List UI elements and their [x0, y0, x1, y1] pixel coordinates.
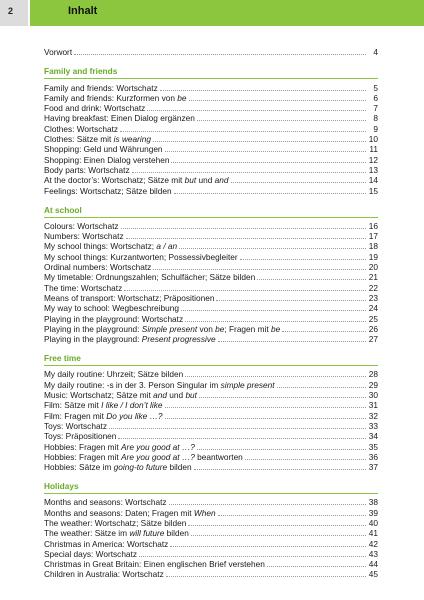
dot-leader: [153, 268, 366, 270]
dot-leader: [160, 89, 366, 91]
toc-entry[interactable]: [44, 421, 378, 431]
toc-entry[interactable]: [44, 134, 378, 144]
toc-entry-title: Special days: Wortschatz: [44, 548, 137, 559]
dot-leader: [74, 53, 366, 55]
dot-leader: [181, 309, 366, 311]
page-header: [0, 0, 424, 26]
toc-entry-title: My timetable: Ordnungszahlen; Schulfächer; Sätze bilden: [44, 272, 256, 283]
toc-page-number: 30: [368, 390, 378, 401]
dot-leader: [216, 299, 366, 301]
toc-page-number: 44: [368, 559, 378, 570]
toc-page-number: 36: [368, 451, 378, 462]
dot-leader: [218, 514, 366, 516]
toc-page-number: 19: [368, 251, 378, 262]
toc-entry-title: Feelings: Wortschatz; Sätze bilden: [44, 185, 172, 196]
dot-leader: [169, 503, 366, 505]
toc-page-number: 37: [368, 462, 378, 473]
page-number-box: [0, 0, 30, 26]
toc-entry[interactable]: [44, 82, 378, 92]
toc-entry[interactable]: [44, 559, 378, 569]
dot-leader: [165, 406, 366, 408]
toc-entry-title: Christmas in Great Britain: Einen englischen Brief verstehen: [44, 559, 265, 570]
toc-entry[interactable]: [44, 313, 378, 323]
toc-entry-title: Toys: Wortschatz: [44, 420, 108, 431]
toc-entry[interactable]: [44, 185, 378, 195]
section-divider: [44, 365, 378, 366]
toc-page-number: 22: [368, 282, 378, 293]
dot-leader: [139, 555, 366, 557]
dot-leader: [189, 99, 367, 101]
toc-page-number: 13: [368, 164, 378, 175]
toc-entry[interactable]: [44, 324, 378, 334]
section-heading: Holidays: [44, 481, 79, 492]
toc-page-number: 34: [368, 431, 378, 442]
toc-page-number: 33: [368, 420, 378, 431]
toc-entry-title: Body parts: Wortschatz: [44, 164, 130, 175]
section-heading: Free time: [44, 353, 81, 364]
dot-leader: [174, 192, 366, 194]
dot-leader: [165, 150, 366, 152]
toc-entry-title: Music: Wortschatz; Sätze mit and und but: [44, 390, 197, 401]
dot-leader: [120, 130, 366, 132]
toc-entry[interactable]: [44, 538, 378, 548]
toc-page-number: 16: [368, 220, 378, 231]
toc-page-number: 11: [369, 144, 378, 155]
dot-leader: [191, 534, 366, 536]
table-of-contents: [44, 47, 378, 579]
toc-page-number: 14: [368, 175, 378, 186]
dot-leader: [185, 320, 366, 322]
dot-leader: [277, 386, 366, 388]
toc-page-number: 25: [368, 313, 378, 324]
dot-leader: [218, 340, 366, 342]
dot-leader: [179, 247, 366, 249]
toc-entry[interactable]: [44, 93, 378, 103]
dot-leader: [132, 171, 366, 173]
toc-page-number: 43: [368, 548, 378, 559]
toc-page-number: 6: [373, 92, 378, 103]
toc-page-number: 17: [368, 231, 378, 242]
toc-entry-title: Film: Fragen mit Do you like …?: [44, 410, 163, 421]
toc-entry[interactable]: [44, 103, 378, 113]
toc-entry[interactable]: [44, 462, 378, 472]
toc-page-number: 27: [368, 334, 378, 345]
toc-entry-title: Having breakfast: Einen Dialog ergänzen: [44, 113, 195, 124]
toc-entry[interactable]: [44, 303, 378, 313]
toc-entry[interactable]: [44, 113, 378, 123]
dot-leader: [188, 524, 366, 526]
dot-leader: [240, 258, 366, 260]
toc-page-number: 8: [373, 113, 378, 124]
toc-entry[interactable]: [44, 175, 378, 185]
toc-entry-title: Playing in the playground: Simple present von be; Fragen mit be: [44, 323, 281, 334]
dot-leader: [245, 458, 366, 460]
toc-entry-title: Clothes: Wortschatz: [44, 123, 119, 134]
toc-entry-title: Family and friends: Wortschatz: [44, 82, 158, 93]
toc-page-number: 38: [368, 497, 378, 508]
toc-entry-title: Shopping: Einen Dialog verstehen: [44, 154, 170, 165]
toc-page-number: 26: [368, 323, 378, 334]
section-divider: [44, 217, 378, 218]
toc-page-number: 9: [373, 123, 378, 134]
dot-leader: [147, 109, 366, 111]
toc-page-number: 20: [368, 262, 378, 273]
toc-entry[interactable]: [44, 431, 378, 441]
toc-entry-title: The weather: Sätze im will future bilden: [44, 528, 189, 539]
section-heading: Family and friends: [44, 66, 118, 77]
dot-leader: [153, 140, 366, 142]
toc-page-number: 24: [368, 303, 378, 314]
toc-page-number: 7: [373, 103, 378, 114]
toc-page-number: 41: [368, 528, 378, 539]
section-divider: [44, 78, 378, 79]
toc-entry-title: Shopping: Geld und Währungen: [44, 144, 163, 155]
toc-entry[interactable]: [44, 282, 378, 292]
toc-entry-title: Hobbies: Fragen mit Are you good at …? beantworten: [44, 451, 243, 462]
toc-entry-title: Means of transport: Wortschatz; Präpositionen: [44, 292, 215, 303]
toc-entry[interactable]: [44, 262, 378, 272]
toc-entry[interactable]: [44, 47, 378, 57]
toc-entry-title: My school things: Wortschatz; a / an: [44, 241, 178, 252]
toc-page-number: 32: [368, 410, 378, 421]
toc-entry[interactable]: [44, 528, 378, 538]
toc-entry[interactable]: [44, 165, 378, 175]
toc-entry[interactable]: [44, 549, 378, 559]
toc-page-number: 12: [368, 154, 378, 165]
section-heading: At school: [44, 204, 82, 215]
dot-leader: [171, 161, 366, 163]
toc-entry[interactable]: [44, 334, 378, 344]
toc-entry-title: Hobbies: Fragen mit Are you good at …?: [44, 441, 195, 452]
toc-entry[interactable]: [44, 369, 378, 379]
toc-entry[interactable]: [44, 154, 378, 164]
dot-leader: [282, 330, 366, 332]
toc-page-number: 28: [368, 369, 378, 380]
toc-page-number: 29: [368, 379, 378, 390]
toc-entry[interactable]: [44, 452, 378, 462]
dot-leader: [118, 437, 366, 439]
toc-entry-title: Food and drink: Wortschatz: [44, 103, 146, 114]
toc-page-number: 23: [368, 292, 378, 303]
dot-leader: [197, 119, 366, 121]
toc-entry-title: My daily routine: -s in der 3. Person Singular im simple present: [44, 379, 275, 390]
page-title: Inhalt: [68, 5, 98, 17]
toc-entry[interactable]: [44, 410, 378, 420]
toc-entry[interactable]: [44, 251, 378, 261]
toc-entry-title: My daily routine: Uhrzeit; Sätze bilden: [44, 369, 184, 380]
dot-leader: [267, 565, 366, 567]
toc-entry-title: Vorwort: [44, 47, 73, 58]
toc-entry[interactable]: [44, 241, 378, 251]
toc-entry-title: Hobbies: Sätze im going-to future bilden: [44, 462, 192, 473]
toc-entry-title: My school things: Kurzantworten; Possessivbegleiter: [44, 251, 238, 262]
toc-entry[interactable]: [44, 293, 378, 303]
toc-entry[interactable]: [44, 272, 378, 282]
toc-entry-title: My way to school: Wegbeschreibung: [44, 303, 179, 314]
dot-leader: [121, 227, 366, 229]
toc-entry-title: Months and seasons: Wortschatz: [44, 497, 167, 508]
toc-entry-title: Numbers: Wortschatz: [44, 231, 124, 242]
dot-leader: [109, 427, 366, 429]
toc-entry[interactable]: [44, 144, 378, 154]
toc-page-number: 21: [368, 272, 378, 283]
toc-entry[interactable]: [44, 379, 378, 389]
dot-leader: [257, 278, 366, 280]
toc-page-number: 15: [368, 185, 378, 196]
toc-page-number: 45: [368, 569, 378, 580]
toc-entry[interactable]: [44, 231, 378, 241]
dot-leader: [199, 396, 366, 398]
toc-entry-title: Children in Australia: Wortschatz: [44, 569, 164, 580]
toc-page-number: 10: [368, 134, 378, 145]
dot-leader: [124, 289, 366, 291]
toc-entry-title: The weather: Wortschatz; Sätze bilden: [44, 517, 187, 528]
toc-entry[interactable]: [44, 390, 378, 400]
toc-entry[interactable]: [44, 400, 378, 410]
toc-page-number: 18: [368, 241, 378, 252]
dot-leader: [166, 575, 366, 577]
toc-page-number: 4: [373, 47, 378, 58]
toc-entry-title: Christmas in America: Wortschatz: [44, 538, 169, 549]
dot-leader: [194, 468, 366, 470]
toc-entry-title: Colours: Wortschatz: [44, 220, 119, 231]
toc-entry-title: Clothes: Sätze mit is wearing: [44, 134, 151, 145]
toc-page-number: 39: [368, 507, 378, 518]
toc-entry-title: Toys: Präpositionen: [44, 431, 117, 442]
toc-entry-title: The time: Wortschatz: [44, 282, 123, 293]
toc-page-number: 31: [368, 400, 378, 411]
toc-entry[interactable]: [44, 221, 378, 231]
toc-entry[interactable]: [44, 569, 378, 579]
toc-page-number: 40: [368, 517, 378, 528]
toc-entry[interactable]: [44, 518, 378, 528]
toc-entry-title: Months and seasons: Daten; Fragen mit When: [44, 507, 216, 518]
dot-leader: [197, 448, 366, 450]
toc-page-number: 5: [373, 82, 378, 93]
dot-leader: [185, 375, 366, 377]
toc-entry-title: Playing in the playground: Wortschatz: [44, 313, 184, 324]
toc-entry[interactable]: [44, 507, 378, 517]
toc-entry[interactable]: [44, 441, 378, 451]
toc-entry-title: Film: Sätze mit I like / I don’t like: [44, 400, 163, 411]
page-number: 2: [8, 6, 14, 16]
toc-entry-title: Family and friends: Kurzformen von be: [44, 92, 187, 103]
toc-entry[interactable]: [44, 123, 378, 133]
toc-entry-title: Ordinal numbers: Wortschatz: [44, 262, 152, 273]
dot-leader: [165, 417, 366, 419]
toc-entry[interactable]: [44, 497, 378, 507]
dot-leader: [231, 181, 366, 183]
toc-page-number: 35: [368, 441, 378, 452]
toc-entry-title: At the doctor’s: Wortschatz; Sätze mit but und and: [44, 175, 229, 186]
toc-page-number: 42: [368, 538, 378, 549]
dot-leader: [170, 545, 366, 547]
section-divider: [44, 493, 378, 494]
dot-leader: [126, 237, 366, 239]
toc-entry-title: Playing in the playground: Present progressive: [44, 334, 216, 345]
